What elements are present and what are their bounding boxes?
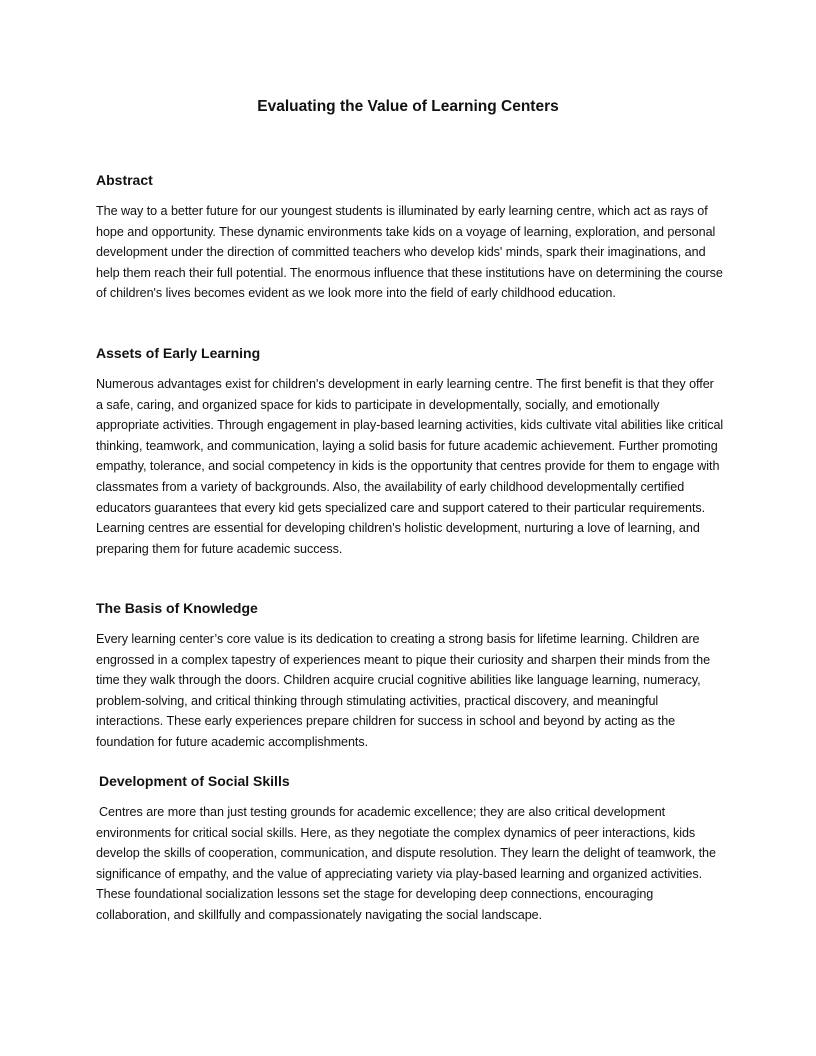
section-heading: Assets of Early Learning (96, 345, 261, 361)
section-paragraph: The way to a better future for our youngest students is illuminated by early learning centre, which act as rays of hope and opportunity. These dynamic environments take kids on a voyage of learning, exploration, and personal development under the direction of committed teachers who develop kids' minds, spark their imaginations, and help them reach their full potential. The enormous influence that these institutions have on determining the course of children's lives becomes evident as we look more into the field of early childhood education. (96, 204, 723, 301)
section-basis-of-knowledge (96, 599, 724, 753)
section-heading: Abstract (96, 172, 153, 188)
section-development-of-social-skills (96, 772, 724, 926)
section-assets-of-early-learning (96, 344, 724, 559)
section-heading: Development of Social Skills (99, 773, 290, 789)
section-heading: The Basis of Knowledge (96, 600, 258, 616)
section-paragraph: Every learning center’s core value is its dedication to creating a strong basis for lifetime learning. Children are engrossed in a complex tapestry of experiences meant to pique their curiosity and sharpen their minds from the time they walk through the doors. Children acquire crucial cognitive abilities like language learning, numeracy, problem-solving, and critical thinking through stimulating activities, practical discovery, and meaningful interactions. These early experiences prepare children for success in school and beyond by acting as the foundation for future academic accomplishments. (96, 632, 711, 749)
document-title: Evaluating the Value of Learning Centers (257, 98, 559, 115)
section-paragraph: Centres are more than just testing grounds for academic excellence; they are also critical development environments for critical social skills. Here, as they negotiate the complex dynamics of peer interactions, kids develop the skills of cooperation, communication, and dispute resolution. They learn the delight of teamwork, the significance of empathy, and the value of appreciating variety via play-based learning and organized activities. These foundational socialization lessons set the stage for developing deep connections, encouraging collaboration, and skillfully and compassionately navigating the social landscape. (96, 805, 716, 922)
section-abstract (96, 171, 724, 304)
section-paragraph: Numerous advantages exist for children's development in early learning centre. The first benefit is that they offer a safe, caring, and organized space for kids to participate in developmentally, socially, and emotionally appropriate activities. Through engagement in play-based learning activities, kids cultivate vital abilities like critical thinking, teamwork, and communication, laying a solid basis for future academic achievement. Further promoting empathy, tolerance, and social competency in kids is the opportunity that centres provide for them to engage with classmates from a variety of backgrounds. Also, the availability of early childhood developmentally certified educators guarantees that every kid gets specialized care and support catered to their particular requirements. Learning centres are essential for developing children's holistic development, nurturing a love of learning, and preparing them for future academic success. (96, 377, 724, 556)
